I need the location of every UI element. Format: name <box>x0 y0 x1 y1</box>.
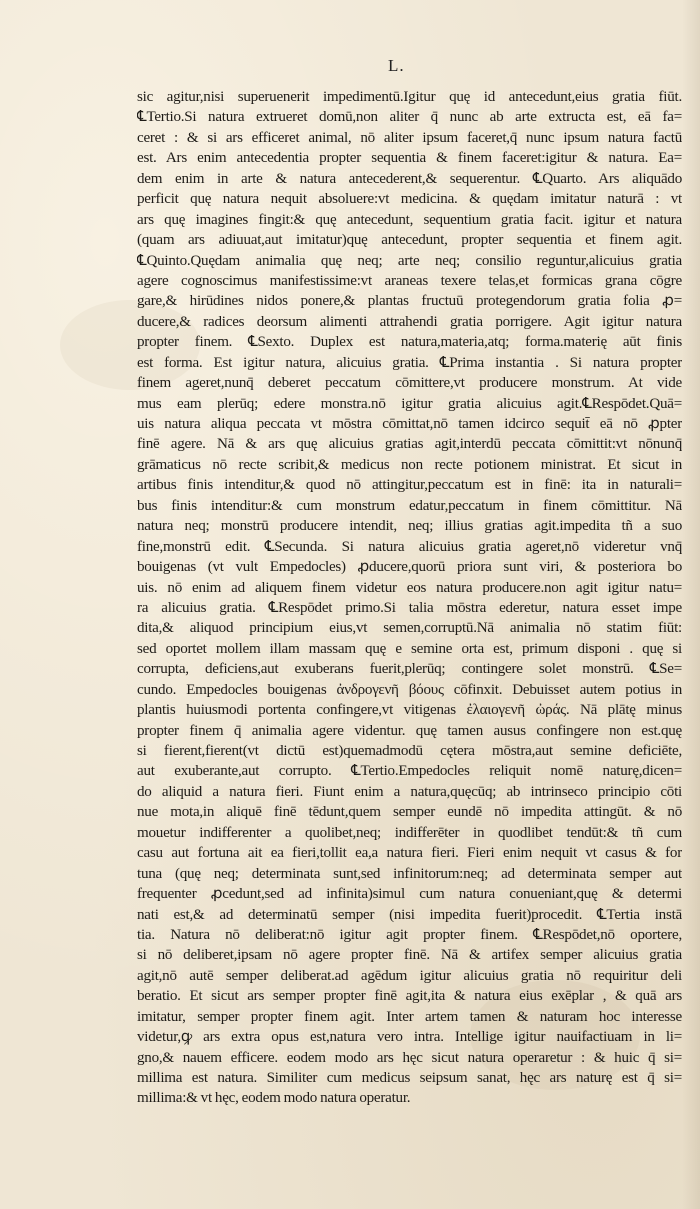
text-line: do aliquid a natura fieri. Fiunt enim a natura,quęcūq; ab intrinseco principio cōti <box>137 783 682 800</box>
text-line: (quam ars adiuuat,aut imitatur)quę antecedunt, propter sequentia et finem agit. <box>137 232 682 249</box>
text-line: bus finis intenditur:& cum monstrum edatur,peccatum in finem cōmittitur. Nā <box>137 497 682 514</box>
text-line: natura neq; monstrū producere intendit, neq; illius gratias agit.impedita tñ a suo <box>137 518 682 535</box>
text-line: frequenter ꝓcedunt,sed ad infinita)simul cum natura conueniant,quę & determi <box>137 886 682 903</box>
text-line: ducere,& radices deorsum alimenti attrahendi gratia porrigere. Agit igitur natura <box>137 313 682 330</box>
text-line: ℄Quinto.Quędam animalia quę neq; arte neq; consilio reguntur,alicuius gratia <box>137 252 682 269</box>
text-line: finē agere. Nā & ars quę alicuius gratias agit,interdū peccata cōmittit:vt nōnunq̄ <box>137 436 682 453</box>
text-line: corrupta, deficiens,aut exuberans fuerit,plerūq; contingere solet monstrū. ℄Se= <box>137 661 682 678</box>
text-line: millima est natura. Similiter cum medicus seipsum sanat, hęc ars naturę est q̄ si= <box>137 1070 682 1086</box>
text-line: millima:& vt hęc, eodem modo natura operatur. <box>137 1090 411 1107</box>
text-line: est forma. Est igitur natura, alicuius gratia. ℄Prima instantia . Si natura propter <box>137 354 682 371</box>
text-line: est. Ars enim antecedentia propter sequentia & finem faceret:igitur & natura. Ea= <box>137 150 682 167</box>
text-line: mouetur indifferenter a quolibet,neq; indifferēter in quodlibet tendūt:& tñ cum <box>137 824 682 841</box>
text-line: bouigenas (vt vult Empedocles) ꝓducere,quorū priora sunt viri, & posteriora bo <box>137 559 682 576</box>
text-line: dita,& aliquod principium eius,vt semen,corruptū.Nā animalia nō statim fiūt: <box>137 620 682 637</box>
text-line: sic agitur,nisi superuenerit impedimentū.Igitur quę id antecedunt,eius gratia fiūt. <box>137 89 682 105</box>
text-line: agere cognoscimus manifestissime:vt araneas texere telas,et formicas grana cōgre <box>137 272 682 289</box>
text-line: ars quę imagines fingit:& quę antecedunt, sequentium gratia facit. igitur et natura <box>137 211 682 228</box>
text-line: cundo. Empedocles bouigenas ἀνδρογενῆ βόους cōfinxit. Debuisset autem potius in <box>137 681 682 698</box>
text-line: propter finem. ℄Sexto. Duplex est natura,materia,atq; forma.materię aūt finis <box>137 334 682 351</box>
text-line: tuna (quę neq; determinata sunt,sed infinitorum:neq; ad determinata semper aut <box>137 865 682 882</box>
text-line: nue mota,in aliquē finē tēdunt,quem semper eundē nō impedita attingūt. & nō <box>137 804 682 821</box>
text-line: nati est,& ad determinatū semper (nisi impedita fuerit)procedit. ℄Tertia instā <box>137 906 682 923</box>
text-line: videtur,ꝙ ars extra opus est,natura vero intra. Intellige igitur nauifactiuam in li= <box>137 1029 682 1046</box>
text-line: beratio. Et sicut ars semper propter finē agit,ita & natura eius exēplar , & quā ars <box>137 988 682 1005</box>
text-line: uis natura aliqua peccata vt mōstra cōmittat,nō tamen idcirco sequit̄ eā nō ꝓpter <box>137 416 682 432</box>
main-text-block <box>137 87 682 1109</box>
text-line: imitatur, semper propter finem agit. Inter artem tamen & naturam hoc interesse <box>137 1008 682 1025</box>
text-line: si fierent,fierent(vt dictū est)quemadmodū cętera mōstra,aut semine deficiēte, <box>137 743 682 759</box>
text-line: ceret : & si ars efficeret animal, nō aliter ipsum faceret,q̄ nunc ipsum natura factū <box>137 129 682 146</box>
text-line: gno,& nauem efficere. eodem modo ars hęc sicut natura operaretur : & huic q̄ si= <box>137 1049 682 1066</box>
text-line: casu aut fortuna ait ea fieri,tollit ea,a natura fieri. Fieri enim nequit vt casus & for <box>137 845 682 862</box>
page-edge-shadow <box>682 0 700 1209</box>
text-line: uis. nō enim ad aliquem finem videtur eos natura producere.non agit igitur natu= <box>137 579 682 596</box>
text-line: aut exuberante,aut corrupto. ℄Tertio.Empedocles reliquit nomē naturę,dicen= <box>137 763 682 780</box>
text-line: perficit quę natura nequit absoluere:vt medicina. & quędam imitatur naturā : vt <box>137 191 682 208</box>
text-line: plantis huiusmodi portenta confingere,vt vitigenas ἐλαιογενῆ ὠράς. Nā plātę minus <box>137 702 682 719</box>
text-line: finem ageret,nunq̄ deberet peccatum cōmittere,vt producere monstrum. At vide <box>137 375 682 392</box>
text-line: si nō deliberet,ipsam nō agere propter finē. Nā & artifex semper alicuius gratia <box>137 947 682 964</box>
text-line: sed oportet mollem illam massam quę e semine orta est, primum disponi . quę si <box>137 640 682 657</box>
text-line: dem enim in arte & natura antecederent,& sequerentur. ℄Quarto. Ars aliquādo <box>137 170 682 187</box>
text-line: propter finem q̄ animalia agere videntur. quę tamen ausus confingere non est.quę <box>137 722 682 739</box>
text-line: gare,& hirūdines nidos ponere,& plantas fructuū protegendorum gratia folia ꝓ= <box>137 293 682 310</box>
text-line: fine,monstrū edit. ℄Secunda. Si natura alicuius gratia ageret,nō videretur vnq̄ <box>137 538 682 555</box>
text-line: mus eam plerūq; edere monstra.nō igitur gratia alicuius agit.℄Respōdet.Quā= <box>137 395 682 412</box>
text-line: ℄Tertio.Si natura extrueret domū,non aliter q̄ nunc ab arte extructa est, eā fa= <box>137 109 682 126</box>
text-line: artibus finis intenditur,& quod nō attingitur,peccatum est in finē: ita in naturali= <box>137 477 682 494</box>
text-line: agit,nō autē semper deliberat.ad agēdum igitur alicuius gratia nō requiritur deli <box>137 967 682 984</box>
text-line: grāmaticus nō recte scribit,& medicus non recte potionem ministrat. Et sicut in <box>137 456 682 473</box>
text-line: ra alicuius gratia. ℄Respōdet primo.Si talia mōstra ederetur, natura esset impe <box>137 599 682 616</box>
folio-number: L. <box>388 56 405 75</box>
text-line: tia. Natura nō deliberat:nō igitur agit propter finem. ℄Respōdet,nō oportere, <box>137 926 682 943</box>
